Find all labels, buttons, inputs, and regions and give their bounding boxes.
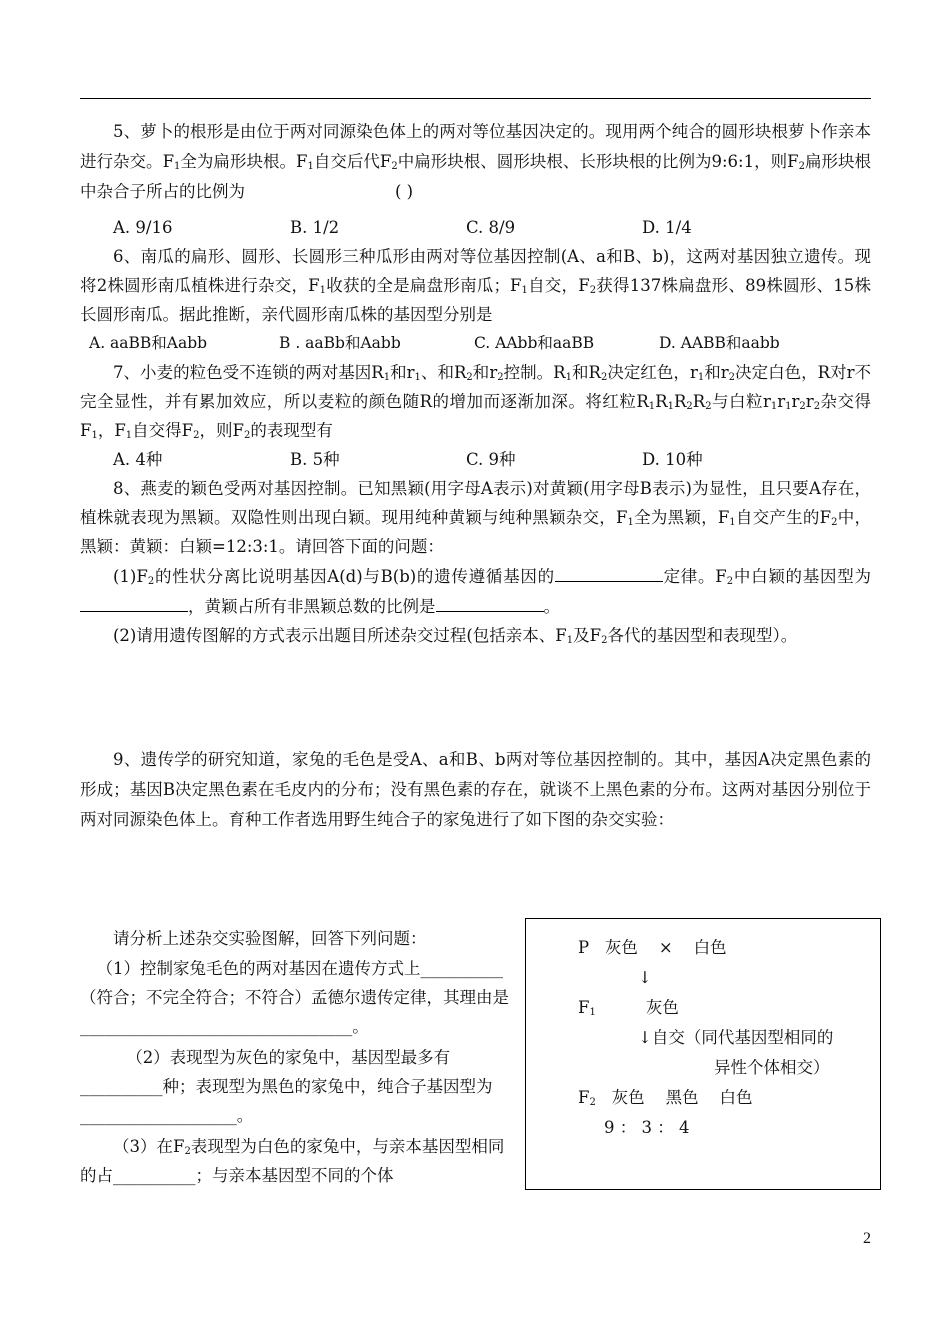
header-rule <box>80 98 871 99</box>
question-9-part-3: （3）在$F_2$表现型为白色的家兔中，与亲本基因型相同的占__________；与亲本基因型不同的个体 <box>80 1137 505 1185</box>
question-5-options <box>80 213 871 242</box>
answer-space <box>80 650 871 745</box>
document-body <box>80 117 871 835</box>
selfing-label: ↓自交（同代基因型相同的 <box>638 1028 834 1047</box>
page-number: 2 <box>863 1230 871 1247</box>
option-d: D. 1/4 <box>642 218 692 237</box>
question-9-intro: 请分析上述杂交实验图解，回答下列问题： <box>113 929 427 948</box>
question-7-options <box>80 445 871 474</box>
parent-generation: P 灰色 × 白色 <box>578 938 727 957</box>
option-d: D. AABB和aabb <box>659 334 780 352</box>
question-9-stem: 9、遗传学的研究知道，家兔的毛色是受A、a和B、b两对等位基因控制的。其中，基因A决定黑色素的形成；基因B决定黑色素在毛皮内的分布；没有黑色素的存在，就谈不上黑色素的分布。这两对基因分别位于两对同源染色体上。育种工作者选用野生纯合子的家兔进行了如下图的杂交实验： <box>80 750 871 829</box>
cross-diagram <box>525 918 881 1190</box>
option-b: B. 1/2 <box>290 218 340 237</box>
option-c: C. AAbb和aaBB <box>474 334 595 352</box>
question-8-part-1: $(1)F_2$的性状分离比说明基因A(d)与B(b)的遗传遵循基因的 定律。$F_2$中白颖的基因型为，黄颖占所有非黑颖总数的比例是 。 <box>80 561 871 621</box>
option-c: C. 8/9 <box>466 218 516 237</box>
question-5-stem: 5、萝卜的根形是由位于两对同源染色体上的两对等位基因决定的。现用两个纯合的圆形块根萝卜作亲本进行杂交。$F_1$全为扁形块根。$F_1$自交后代$F_2$中扁形块根、圆形块根、长形块根的比例为9:6:1，则$F_2$扁形块根中杂合子所占的比例为 ( ) <box>80 122 872 201</box>
answer-blank[interactable] <box>555 561 663 582</box>
option-a: A. 9/16 <box>113 218 173 237</box>
option-b: B . aaBb和Aabb <box>279 334 401 352</box>
question-8-stem: 8、燕麦的颖色受两对基因控制。已知黑颖(用字母A表示)对黄颖(用字母B表示)为显性，且只要A存在，植株就表现为黑颖。双隐性则出现白颖。现用纯种黄颖与纯种黑颖杂交，$F_1$全为黑颖，$F_1$自交产生的$F_2$中，黑颖：黄颖：白颖=12:3:1。请回答下面的问题： <box>80 479 872 556</box>
question-7-stem: 7、小麦的粒色受不连锁的两对基因$R_1$和$r_1$、和$R_2$和$r_2$控制。$R_1$和$R_2$决定红色，$r_1$和$r_2$决定白色，R对r不完全显性，并有累加效应，所以麦粒的颜色随R的增加而逐渐加深。将红粒$R_1R_1R_2R_2$与白粒$r_1r_1r_2r_2$杂交得$F_1$，$F_1$自交得$F_2$，则$F_2$的表现型有 <box>80 363 872 441</box>
question-9-part-1: （1）控制家兔毛色的两对基因在遗传方式上__________（符合；不完全符合；不符合）孟德尔遗传定律，其理由是_________________________________。 <box>80 959 509 1036</box>
selfing-label-cont: 异性个体相交） <box>714 1058 830 1077</box>
option-d: D. 10种 <box>642 450 703 469</box>
question-8-part-2: (2)请用遗传图解的方式表示出题目所述杂交过程(包括亲本、$F_1$及$F_2$各代的基因型和表现型）。 <box>113 626 798 646</box>
answer-paren: ( ) <box>395 182 414 201</box>
f2-generation: $F_2$ 灰色 黑色 白色 <box>578 1088 753 1108</box>
answer-blank[interactable] <box>80 591 188 612</box>
option-b: B. 5种 <box>290 450 340 469</box>
option-a: A. 4种 <box>113 450 163 469</box>
option-a: A. aaBB和Aabb <box>89 334 208 352</box>
f1-generation: $F_1$ 灰色 <box>578 998 679 1018</box>
down-arrow: ↓ <box>638 968 652 987</box>
question-9-subquestions <box>80 924 510 1190</box>
question-6-stem: 6、南瓜的扁形、圆形、长圆形三种瓜形由两对等位基因控制(A、a和B、b)，这两对基因独立遗传。现将2株圆形南瓜植株进行杂交，$F_1$收获的全是扁盘形南瓜；$F_1$自交，$F_2$获得137株扁盘形、89株圆形、15株长圆形南瓜。据此推断，亲代圆形南瓜株的基因型分别是 <box>80 247 871 324</box>
f2-ratio: 9 ： 3 ： 4 <box>604 1118 690 1137</box>
answer-blank[interactable] <box>436 591 544 612</box>
question-9-part-2: （2）表现型为灰色的家兔中，基因型最多有__________种；表现型为黑色的家兔中，纯合子基因型为___________________。 <box>80 1048 493 1125</box>
question-6-options <box>80 329 871 358</box>
option-c: C. 9种 <box>466 450 516 469</box>
